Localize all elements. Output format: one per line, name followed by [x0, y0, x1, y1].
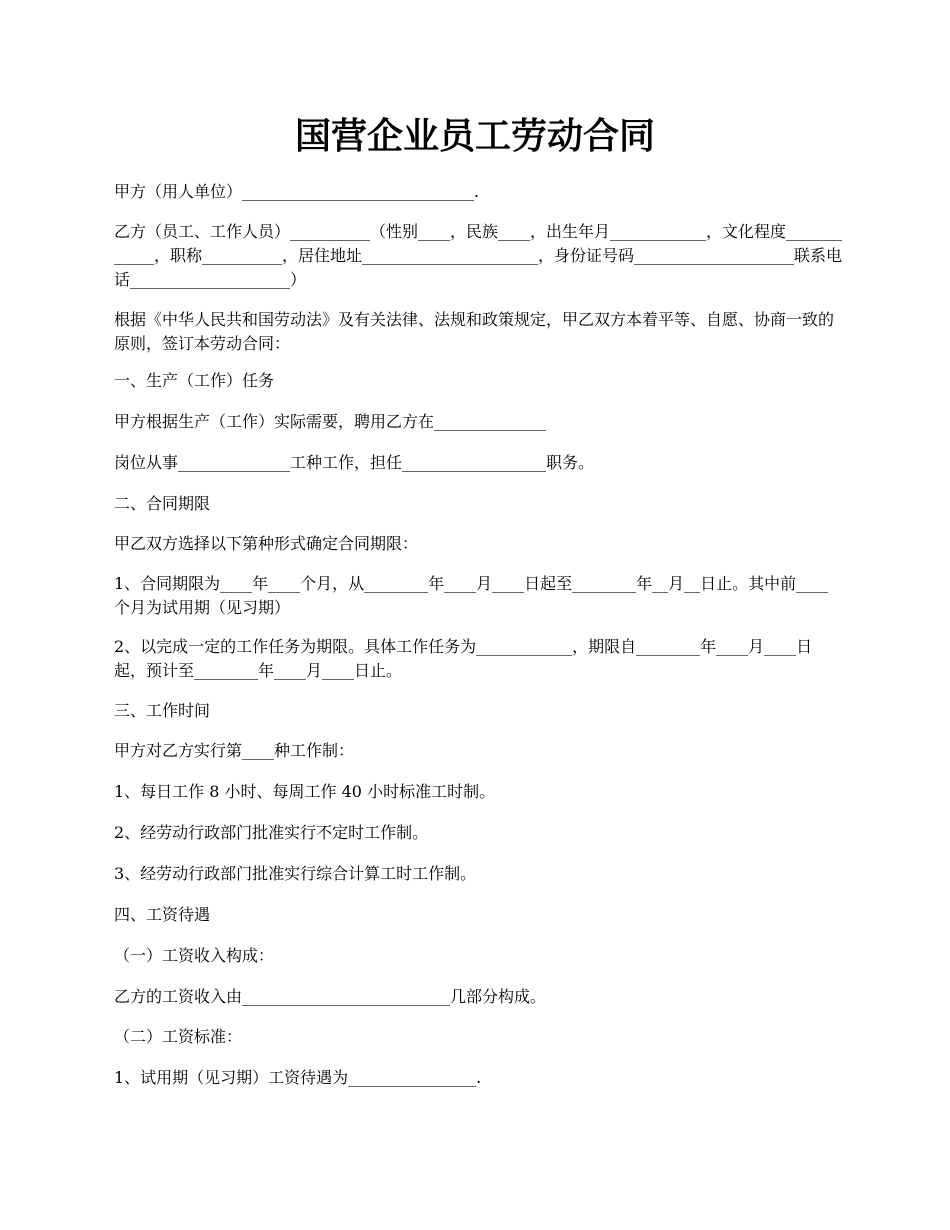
party-a-line: 甲方（用人单位）_____________________________.: [114, 182, 480, 201]
section-heading-3: 三、工作时间: [114, 701, 211, 720]
wage-composition: 乙方的工资收入由__________________________几部分构成。: [114, 987, 547, 1006]
document-title: 国营企业员工劳动合同: [294, 115, 655, 157]
wage-probation: 1、试用期（见习期）工资待遇为________________.: [114, 1068, 482, 1087]
task-line-2: 岗位从事______________工种工作，担任__________________职务。: [114, 453, 595, 472]
term-intro: 甲乙双方选择以下第种形式确定合同期限：: [114, 534, 419, 553]
party-b-info: 乙方（员工、工作人员）__________（性别____，民族____，出生年月____________，文化程度____________，职称__________，居住地址______________________，身份证号码____________________联系电话____________________）: [114, 222, 843, 289]
term-option-1: 1、合同期限为____年____个月，从________年____月____日起至________年__月__日止。其中前____个月为试用期（见习期）: [114, 574, 829, 617]
hours-intro: 甲方对乙方实行第____种工作制：: [114, 741, 355, 760]
wage-subheading-2: （二）工资标准：: [114, 1027, 243, 1046]
section-heading-1: 一、生产（工作）任务: [114, 371, 275, 390]
term-option-2: 2、以完成一定的工作任务为期限。具体工作任务为____________，期限自________年____月____日起，预计至________年____月____日止。: [114, 637, 813, 680]
hours-option-1: 1、每日工作 8 小时、每周工作 40 小时标准工时制。: [114, 782, 496, 801]
section-heading-4: 四、工资待遇: [114, 905, 211, 924]
task-line-1: 甲方根据生产（工作）实际需要，聘用乙方在______________: [114, 412, 547, 431]
preamble: 根据《中华人民共和国劳动法》及有关法律、法规和政策规定，甲乙双方本着平等、自愿、协商一致的原则，签订本劳动合同：: [114, 310, 835, 353]
wage-subheading-1: （一）工资收入构成：: [114, 946, 275, 965]
section-heading-2: 二、合同期限: [114, 494, 211, 513]
hours-option-2: 2、经劳动行政部门批准实行不定时工作制。: [114, 823, 429, 842]
hours-option-3: 3、经劳动行政部门批准实行综合计算工时工作制。: [114, 864, 477, 883]
